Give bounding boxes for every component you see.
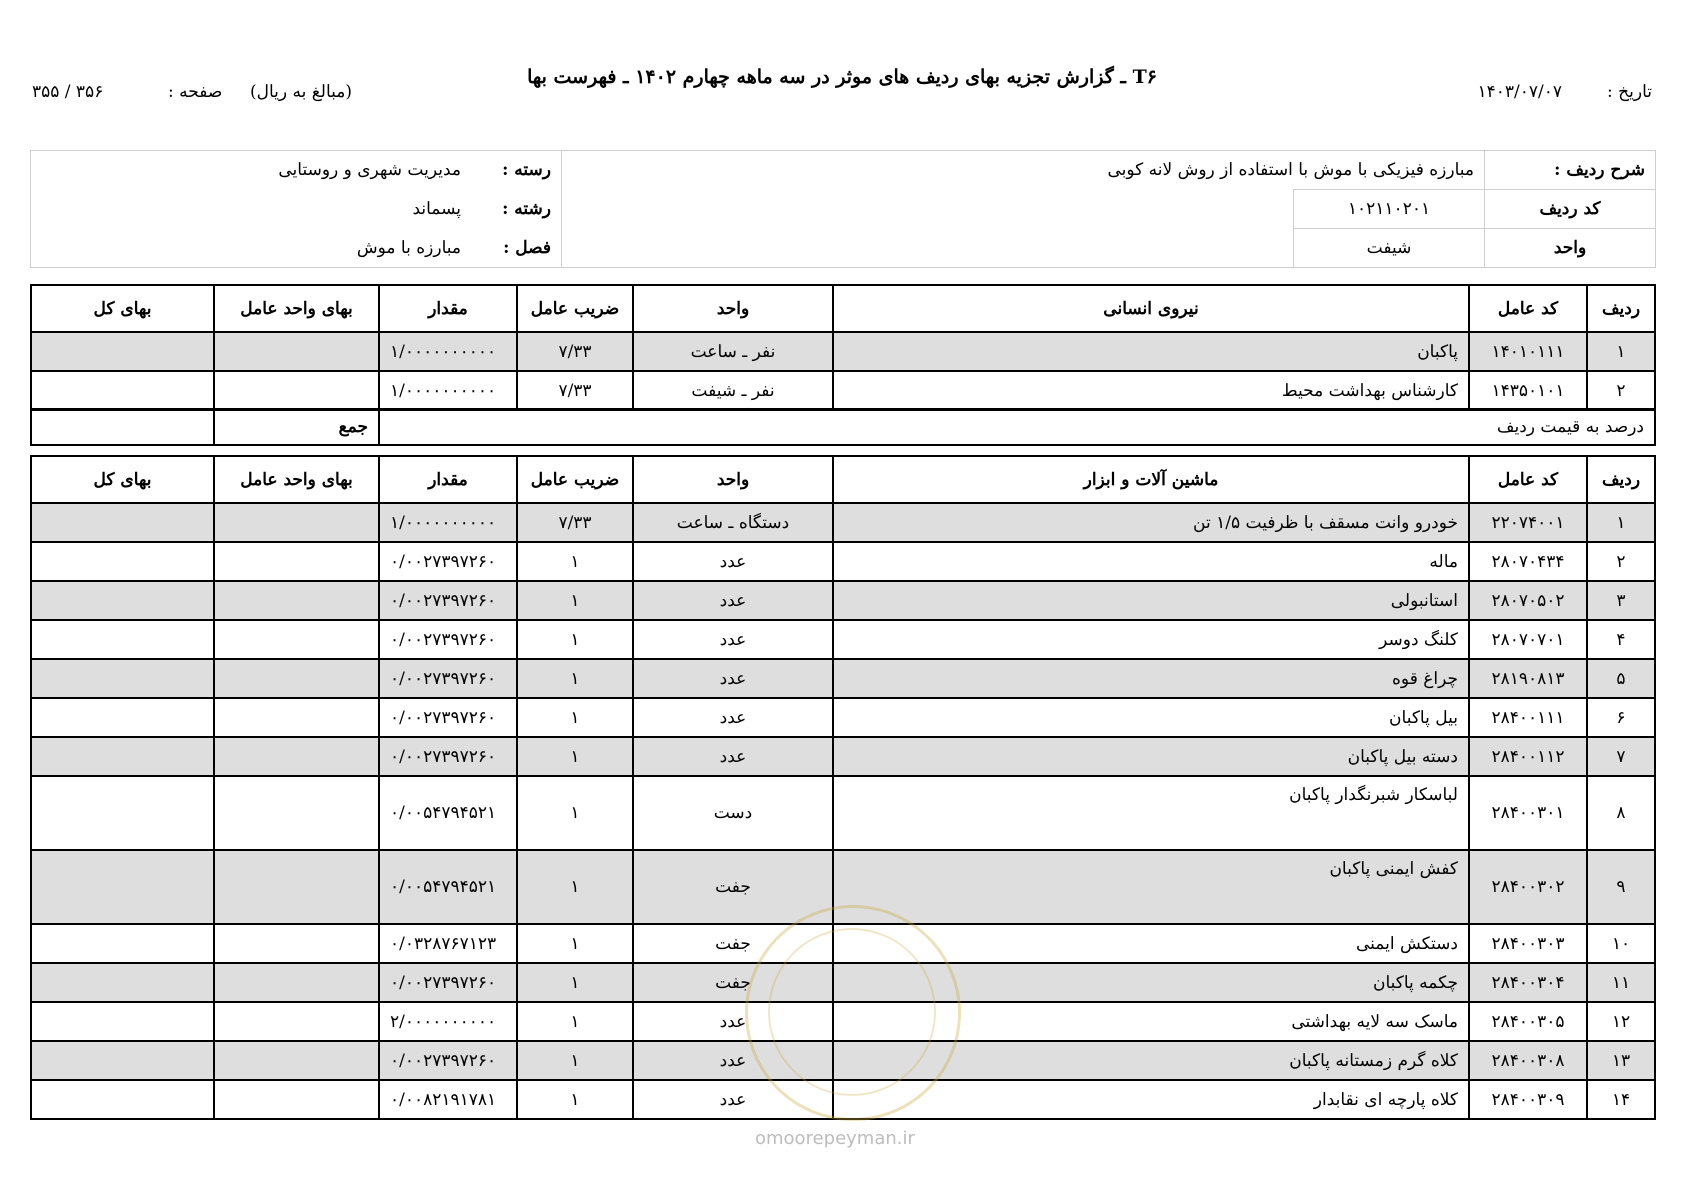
- labor-table: [30, 284, 1656, 411]
- desc-value: مبارزه فیزیکی با موش با استفاده از روش لانه کوبی: [1107, 160, 1474, 180]
- cell-total: [31, 1041, 214, 1080]
- cell-unit-price: [214, 659, 379, 698]
- machines-table: [30, 455, 1656, 1120]
- cell-name: دستکش ایمنی: [833, 924, 1469, 963]
- cell-coef: ۱: [517, 850, 633, 924]
- cell-total: [31, 776, 214, 850]
- cell-coef: ۱: [517, 924, 633, 963]
- cell-unit: نفر ـ شیفت: [633, 371, 833, 410]
- code-label: کد ردیف: [1485, 190, 1656, 229]
- cell-coef: ۱: [517, 542, 633, 581]
- cell-name: بیل پاکبان: [833, 698, 1469, 737]
- cell-code: ۲۸۴۰۰۳۰۵: [1469, 1002, 1587, 1041]
- cell-unit-price: [214, 1002, 379, 1041]
- cell-total: [31, 332, 214, 371]
- cell-unit: دستگاه ـ ساعت: [633, 503, 833, 542]
- cell-qty: ۰/۰۰۲۷۳۹۷۲۶۰: [379, 698, 517, 737]
- cell-idx: ۱: [1587, 332, 1655, 371]
- cell-total: [31, 1080, 214, 1119]
- cell-idx: ۷: [1587, 737, 1655, 776]
- cell-unit: عدد: [633, 659, 833, 698]
- cell-qty: ۰/۰۰۲۷۳۹۷۲۶۰: [379, 1041, 517, 1080]
- desc-label: شرح ردیف :: [1485, 151, 1656, 190]
- cell-unit-price: [214, 698, 379, 737]
- cell-total: [31, 620, 214, 659]
- cell-unit: عدد: [633, 698, 833, 737]
- table-row: [31, 1002, 1655, 1041]
- table-row: [31, 737, 1655, 776]
- cell-idx: ۸: [1587, 776, 1655, 850]
- cell-coef: ۱: [517, 1080, 633, 1119]
- cell-unit-price: [214, 620, 379, 659]
- cell-idx: ۱۳: [1587, 1041, 1655, 1080]
- cell-qty: ۰/۰۳۲۸۷۶۷۱۲۳: [379, 924, 517, 963]
- cell-unit-price: [214, 1080, 379, 1119]
- cell-code: ۲۸۴۰۰۱۱۲: [1469, 737, 1587, 776]
- sum-label: جمع: [214, 409, 379, 445]
- cell-unit: عدد: [633, 542, 833, 581]
- cell-qty: ۰/۰۰۲۷۳۹۷۲۶۰: [379, 542, 517, 581]
- cell-unit-price: [214, 542, 379, 581]
- cell-code: ۲۸۴۰۰۱۱۱: [1469, 698, 1587, 737]
- col-header-name: ماشین آلات و ابزار: [833, 456, 1469, 503]
- cell-idx: ۹: [1587, 850, 1655, 924]
- cell-name: چکمه پاکبان: [833, 963, 1469, 1002]
- cell-coef: ۱: [517, 963, 633, 1002]
- table-row: [31, 620, 1655, 659]
- percent-label: درصد به قیمت ردیف: [379, 409, 1655, 445]
- cell-coef: ۱: [517, 659, 633, 698]
- cell-unit-price: [214, 371, 379, 410]
- category-label: رسته :: [471, 151, 562, 190]
- cell-unit: جفت: [633, 850, 833, 924]
- cell-name: کفش ایمنی پاکبان: [833, 850, 1469, 924]
- cell-idx: ۲: [1587, 371, 1655, 410]
- cell-name: چراغ قوه: [833, 659, 1469, 698]
- category-value: مدیریت شهری و روستایی: [278, 160, 461, 181]
- cell-total: [31, 850, 214, 924]
- cell-code: ۲۸۰۷۰۵۰۲: [1469, 581, 1587, 620]
- cell-total: [31, 698, 214, 737]
- cell-total: [31, 542, 214, 581]
- chapter-label: فصل :: [471, 229, 562, 268]
- cell-code: ۲۸۴۰۰۳۰۱: [1469, 776, 1587, 850]
- cell-code: ۱۴۰۱۰۱۱۱: [1469, 332, 1587, 371]
- cell-name: خودرو وانت مسقف با ظرفیت ۱/۵ تن: [833, 503, 1469, 542]
- cell-total: [31, 1002, 214, 1041]
- cell-qty: ۱/۰۰۰۰۰۰۰۰۰۰: [379, 332, 517, 371]
- cell-total: [31, 924, 214, 963]
- cell-unit-price: [214, 581, 379, 620]
- cell-coef: ۱: [517, 776, 633, 850]
- table-row: [31, 1041, 1655, 1080]
- cell-name: دسته بیل پاکبان: [833, 737, 1469, 776]
- table-row: [31, 503, 1655, 542]
- page-number: ۳۵۵ / ۳۵۶: [32, 82, 104, 102]
- cell-name: پاکبان: [833, 332, 1469, 371]
- cell-idx: ۱۰: [1587, 924, 1655, 963]
- cell-total: [31, 659, 214, 698]
- cell-name: کلاه گرم زمستانه پاکبان: [833, 1041, 1469, 1080]
- cell-name: کلاه پارچه ای نقابدار: [833, 1080, 1469, 1119]
- cell-coef: ۷/۳۳: [517, 503, 633, 542]
- cell-unit: عدد: [633, 737, 833, 776]
- cell-qty: ۰/۰۰۲۷۳۹۷۲۶۰: [379, 963, 517, 1002]
- col-header-coef: ضریب عامل: [517, 285, 633, 332]
- cell-qty: ۰/۰۰۲۷۳۹۷۲۶۰: [379, 659, 517, 698]
- cell-idx: ۱۴: [1587, 1080, 1655, 1119]
- cell-code: ۲۸۴۰۰۳۰۳: [1469, 924, 1587, 963]
- table-row: [31, 542, 1655, 581]
- cell-code: ۲۸۱۹۰۸۱۳: [1469, 659, 1587, 698]
- cell-qty: ۱/۰۰۰۰۰۰۰۰۰۰: [379, 503, 517, 542]
- cell-coef: ۱: [517, 737, 633, 776]
- cell-idx: ۴: [1587, 620, 1655, 659]
- cell-unit: جفت: [633, 963, 833, 1002]
- col-header-code: کد عامل: [1469, 285, 1587, 332]
- cell-code: ۲۸۴۰۰۳۰۲: [1469, 850, 1587, 924]
- cell-name: لباسکار شبرنگدار پاکبان: [833, 776, 1469, 850]
- col-header-unit: واحد: [633, 285, 833, 332]
- cell-unit-price: [214, 924, 379, 963]
- cell-unit: عدد: [633, 581, 833, 620]
- cell-unit: عدد: [633, 620, 833, 659]
- sum-value: [31, 409, 214, 445]
- cell-coef: ۱: [517, 620, 633, 659]
- cell-unit-price: [214, 850, 379, 924]
- col-header-qty: مقدار: [379, 456, 517, 503]
- cell-name: ماسک سه لایه بهداشتی: [833, 1002, 1469, 1041]
- cell-qty: ۰/۰۰۸۲۱۹۱۷۸۱: [379, 1080, 517, 1119]
- page-label: صفحه :: [168, 82, 223, 102]
- cell-qty: ۰/۰۰۲۷۳۹۷۲۶۰: [379, 620, 517, 659]
- cell-code: ۲۸۰۷۰۴۳۴: [1469, 542, 1587, 581]
- col-header-coef: ضریب عامل: [517, 456, 633, 503]
- table-row: [31, 371, 1655, 410]
- cell-total: [31, 503, 214, 542]
- table-row: [31, 581, 1655, 620]
- page-title: T۶ ـ گزارش تجزیه بهای ردیف های موثر در سه ماهه چهارم ۱۴۰۲ ـ فهرست بها: [527, 66, 1157, 88]
- cell-unit-price: [214, 776, 379, 850]
- cell-coef: ۷/۳۳: [517, 371, 633, 410]
- table-row: [31, 659, 1655, 698]
- cell-code: ۲۲۰۷۴۰۰۱: [1469, 503, 1587, 542]
- cell-total: [31, 581, 214, 620]
- cell-name: کارشناس بهداشت محیط: [833, 371, 1469, 410]
- col-header-code: کد عامل: [1469, 456, 1587, 503]
- table-row: [31, 332, 1655, 371]
- col-header-idx: ردیف: [1587, 456, 1655, 503]
- watermark-site: omoorepeyman.ir: [755, 1128, 915, 1149]
- cell-idx: ۶: [1587, 698, 1655, 737]
- col-header-name: نیروی انسانی: [833, 285, 1469, 332]
- cell-name: ماله: [833, 542, 1469, 581]
- table-row: [31, 1080, 1655, 1119]
- table-row: [31, 776, 1655, 850]
- amount-note: (مبالغ به ریال): [250, 82, 353, 102]
- chapter-value: مبارزه با موش: [356, 237, 461, 258]
- cell-qty: ۲/۰۰۰۰۰۰۰۰۰۰: [379, 1002, 517, 1041]
- col-header-unit-price: بهای واحد عامل: [214, 285, 379, 332]
- cell-unit: دست: [633, 776, 833, 850]
- cell-name: کلنگ دوسر: [833, 620, 1469, 659]
- cell-unit: عدد: [633, 1080, 833, 1119]
- cell-code: ۲۸۴۰۰۳۰۹: [1469, 1080, 1587, 1119]
- cell-qty: ۰/۰۰۵۴۷۹۴۵۲۱: [379, 776, 517, 850]
- row-info-box: [30, 150, 1656, 268]
- cell-code: ۲۸۴۰۰۳۰۴: [1469, 963, 1587, 1002]
- table-row: [31, 924, 1655, 963]
- table-row: [31, 963, 1655, 1002]
- col-header-qty: مقدار: [379, 285, 517, 332]
- cell-code: ۲۸۴۰۰۳۰۸: [1469, 1041, 1587, 1080]
- field-label: رشته :: [471, 190, 562, 229]
- cell-unit-price: [214, 332, 379, 371]
- cell-coef: ۱: [517, 1041, 633, 1080]
- cell-coef: ۱: [517, 698, 633, 737]
- date-value: ۱۴۰۳/۰۷/۰۷: [1477, 82, 1562, 102]
- cell-unit-price: [214, 503, 379, 542]
- cell-unit-price: [214, 737, 379, 776]
- cell-total: [31, 963, 214, 1002]
- cell-qty: ۰/۰۰۵۴۷۹۴۵۲۱: [379, 850, 517, 924]
- col-header-total: بهای کل: [31, 456, 214, 503]
- field-value: پسماند: [412, 199, 461, 219]
- cell-unit: نفر ـ ساعت: [633, 332, 833, 371]
- cell-unit: جفت: [633, 924, 833, 963]
- cell-idx: ۱۲: [1587, 1002, 1655, 1041]
- cell-qty: ۰/۰۰۲۷۳۹۷۲۶۰: [379, 737, 517, 776]
- cell-qty: ۰/۰۰۲۷۳۹۷۲۶۰: [379, 581, 517, 620]
- cell-total: [31, 371, 214, 410]
- cell-unit-price: [214, 963, 379, 1002]
- cell-idx: ۵: [1587, 659, 1655, 698]
- cell-unit: عدد: [633, 1041, 833, 1080]
- cell-idx: ۱۱: [1587, 963, 1655, 1002]
- cell-idx: ۱: [1587, 503, 1655, 542]
- cell-code: ۲۸۰۷۰۷۰۱: [1469, 620, 1587, 659]
- date-label: تاریخ :: [1607, 82, 1652, 102]
- cell-coef: ۱: [517, 581, 633, 620]
- cell-total: [31, 737, 214, 776]
- cell-qty: ۱/۰۰۰۰۰۰۰۰۰۰: [379, 371, 517, 410]
- cell-coef: ۱: [517, 1002, 633, 1041]
- cell-coef: ۷/۳۳: [517, 332, 633, 371]
- code-value: ۱۰۲۱۱۰۲۰۱: [1294, 190, 1485, 229]
- cell-idx: ۲: [1587, 542, 1655, 581]
- col-header-idx: ردیف: [1587, 285, 1655, 332]
- col-header-unit: واحد: [633, 456, 833, 503]
- col-header-total: بهای کل: [31, 285, 214, 332]
- cell-unit: عدد: [633, 1002, 833, 1041]
- table-row: [31, 698, 1655, 737]
- cell-unit-price: [214, 1041, 379, 1080]
- cell-code: ۱۴۳۵۰۱۰۱: [1469, 371, 1587, 410]
- unit-label: واحد: [1485, 229, 1656, 268]
- col-header-unit-price: بهای واحد عامل: [214, 456, 379, 503]
- cell-idx: ۳: [1587, 581, 1655, 620]
- cell-name: استانبولی: [833, 581, 1469, 620]
- table-row: [31, 850, 1655, 924]
- unit-value: شیفت: [1294, 229, 1485, 268]
- summary-row: [30, 408, 1656, 446]
